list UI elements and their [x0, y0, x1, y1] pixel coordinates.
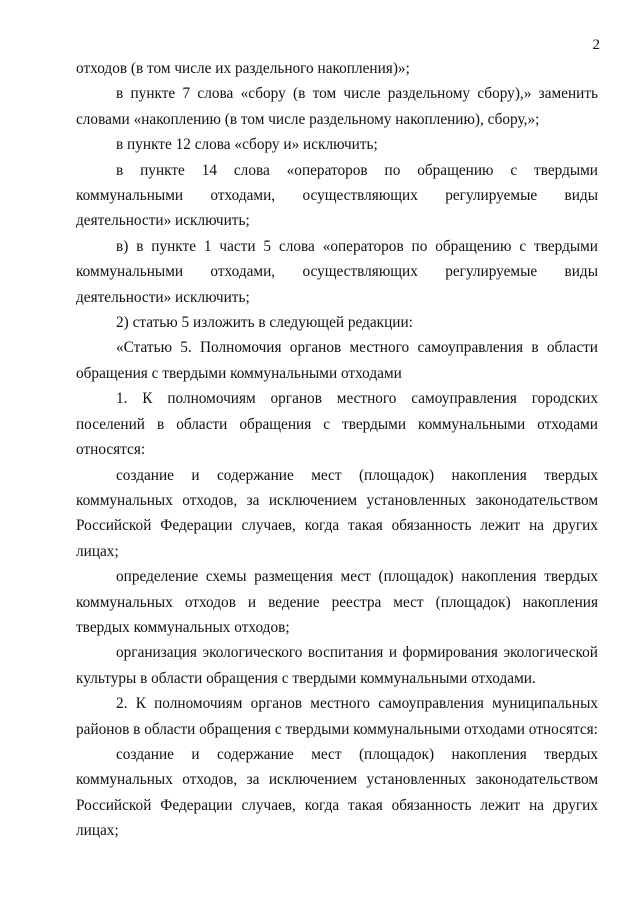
- clause-1-item-education: организация экологического воспитания и формирования экологической культуры в области обращения с твердыми коммунальными отходами.: [76, 644, 598, 687]
- paragraph-item-2: 2) статью 5 изложить в следующей редакции:: [116, 314, 413, 332]
- paragraph-point-12: в пункте 12 слова «сбору и» исключить;: [116, 136, 378, 154]
- clause-1-item-creation: создание и содержание мест (площадок) накопления твердых коммунальных отходов, за исключением установленных законодательством Российской Федерации случаев, когда такая обязанность лежит на других лицах;: [76, 466, 598, 560]
- article-5-clause-2: 2. К полномочиям органов местного самоуправления муниципальных районов в области обращения с твердыми коммунальными отходами относятся:: [76, 695, 598, 738]
- clause-2-item-creation: создание и содержание мест (площадок) накопления твердых коммунальных отходов, за исключением установленных законодательством Российской Федерации случаев, когда такая обязанность лежит на других лицах;: [76, 745, 598, 840]
- document-body: [76, 56, 598, 844]
- article-5-clause-1: 1. К полномочиям органов местного самоуправления городских поселений в области обращения с твердыми коммунальными отходами относятся:: [76, 390, 598, 459]
- paragraph-continuation: отходов (в том числе их раздельного накопления)»;: [76, 60, 410, 77]
- paragraph-point-14: в пункте 14 слова «операторов по обращению с твердыми коммунальными отходами, осуществляющих регулируемые виды деятельности» исключить;: [76, 161, 598, 230]
- paragraph-item-v: в) в пункте 1 части 5 слова «операторов по обращению с твердыми коммунальными отходами, осуществляющих регулируемые виды деятельности» исключить;: [76, 237, 598, 306]
- paragraph-point-7: в пункте 7 слова «сбору (в том числе раздельному сбору),» заменить словами «накоплению (в том числе раздельному накоплению), сбору,»;: [76, 85, 598, 128]
- clause-1-item-scheme: определение схемы размещения мест (площадок) накопления твердых коммунальных отходов и ведение реестра мест (площадок) накопления твердых коммунальных отходов;: [76, 568, 598, 636]
- article-5-heading: «Статью 5. Полномочия органов местного самоуправления в области обращения с твердыми коммунальными отходами: [76, 339, 598, 382]
- page-number: 2: [592, 37, 600, 53]
